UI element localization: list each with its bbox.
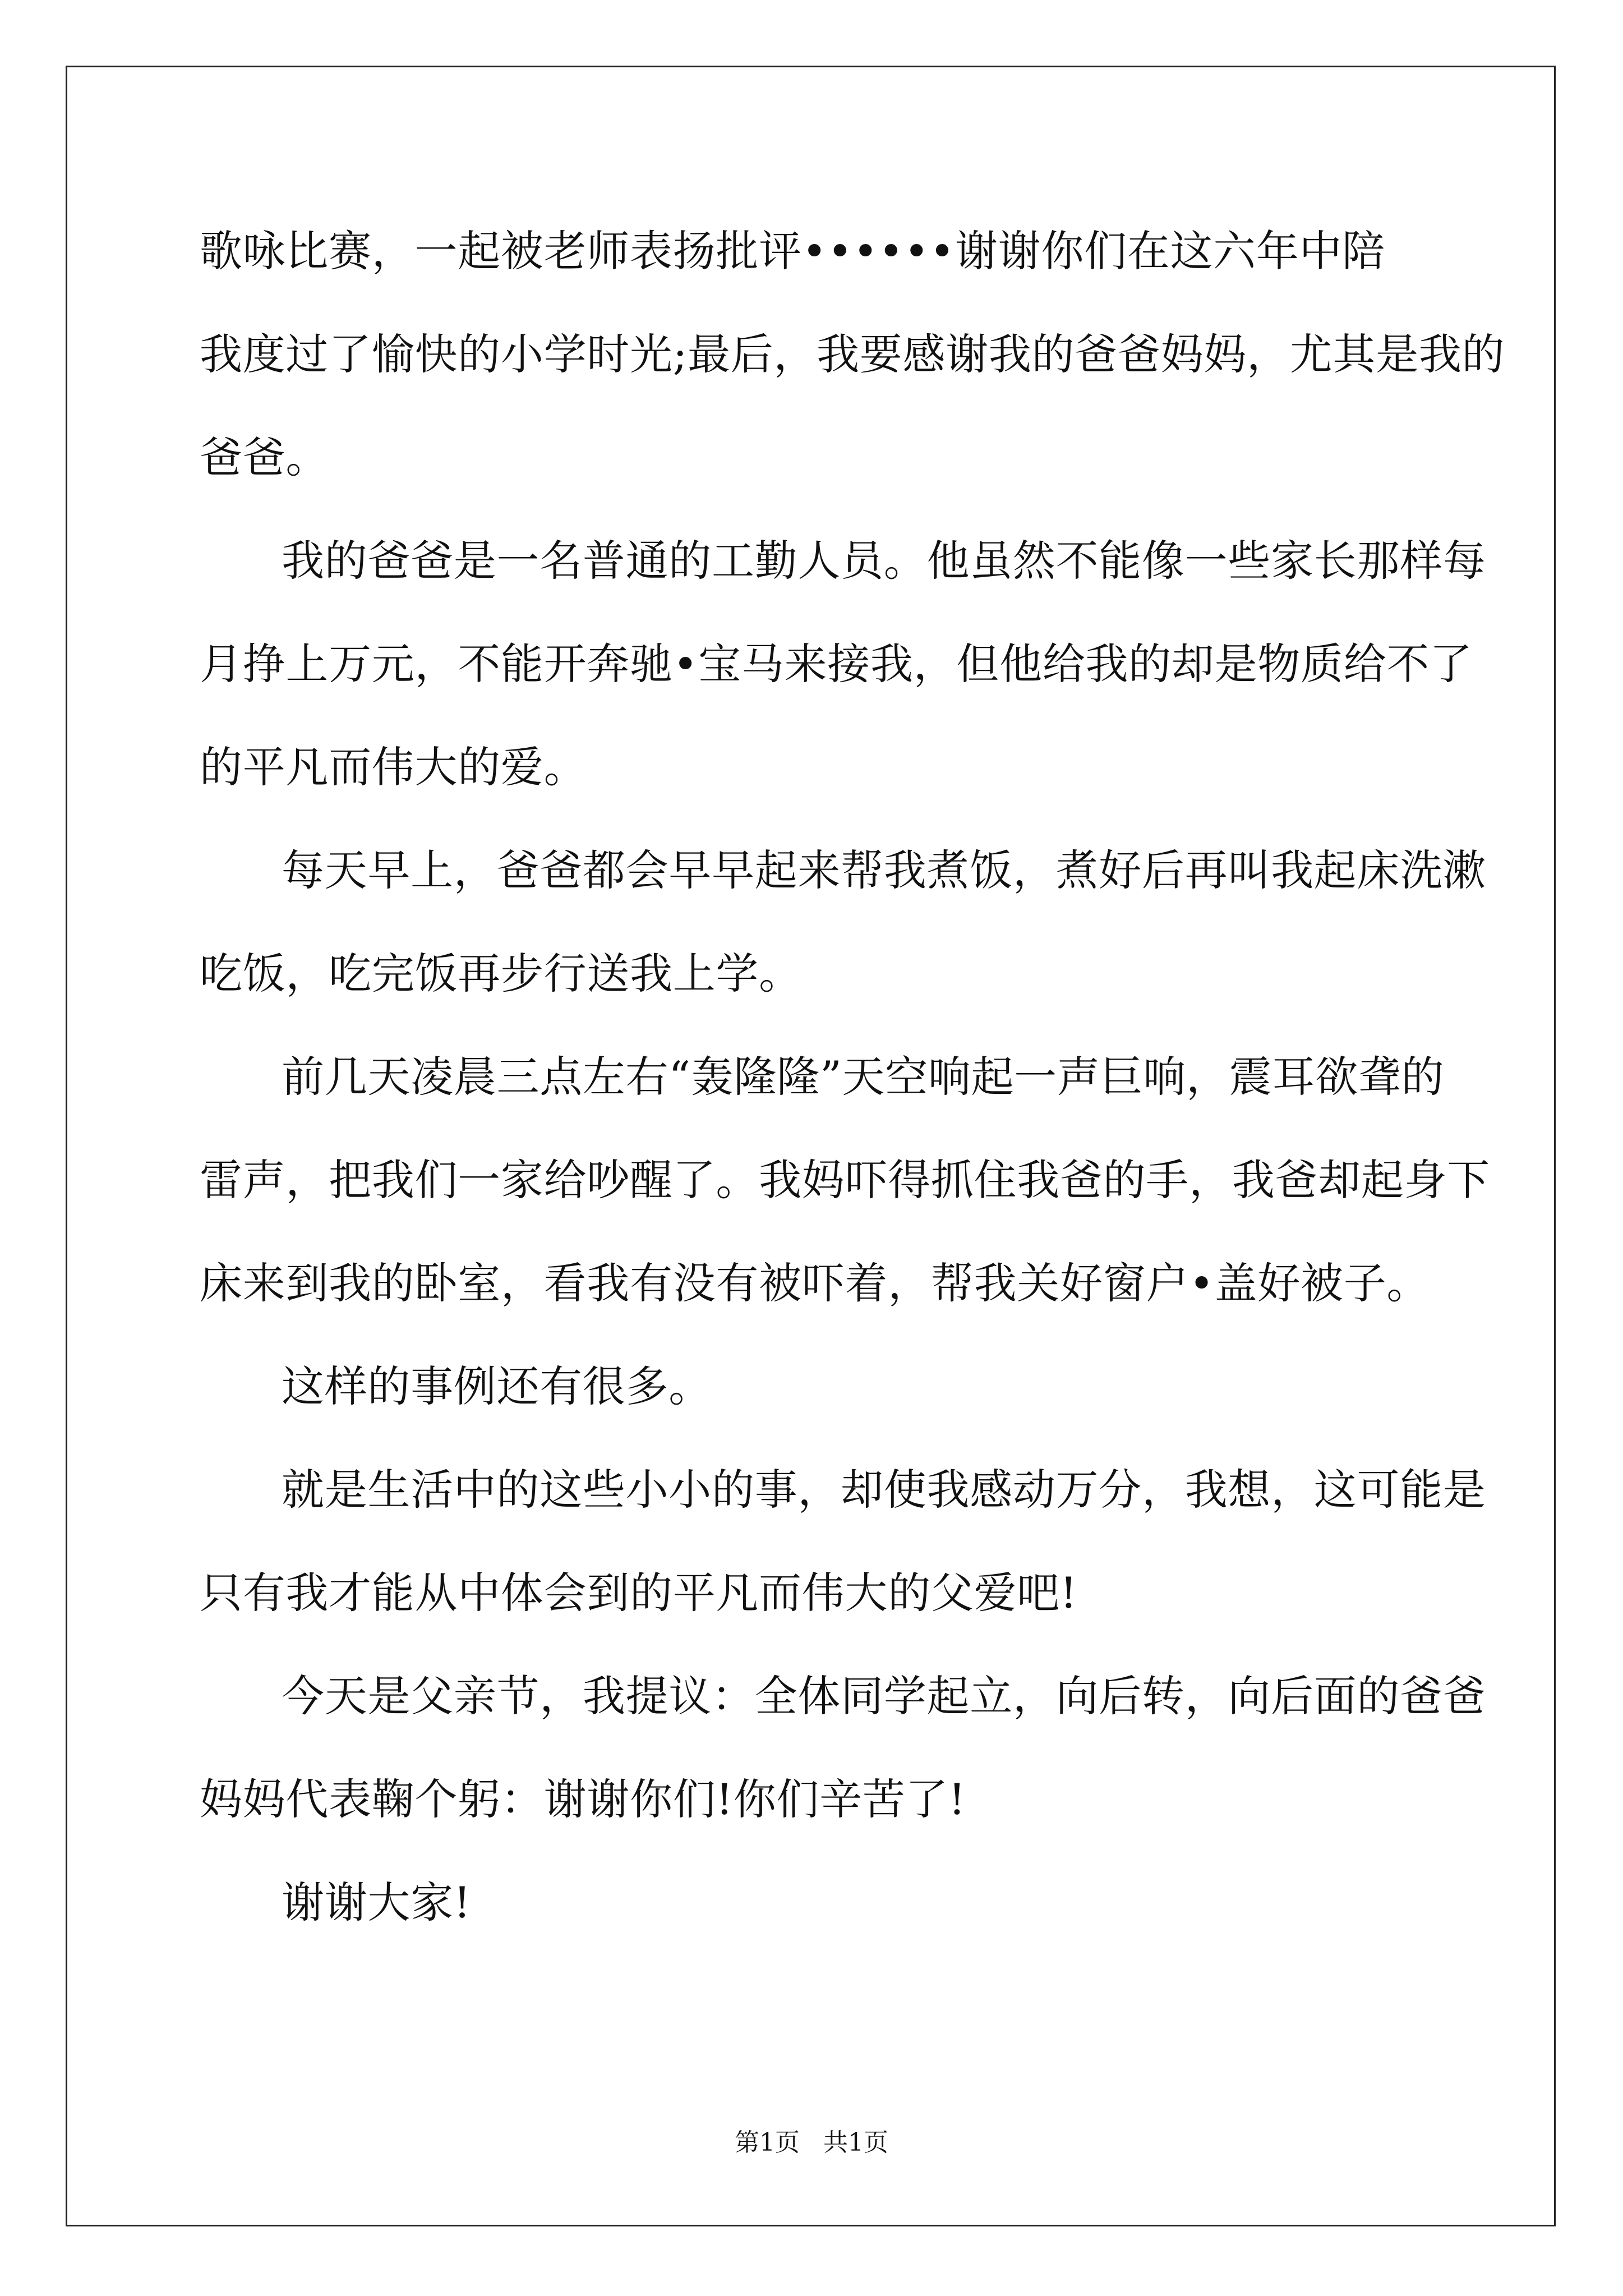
- text-line: 就是生活中的这些小小的事，却使我感动万分，我想，这可能是: [282, 1465, 1486, 1515]
- text-line: 每天早上，爸爸都会早早起来帮我煮饭，煮好后再叫我起床洗漱: [282, 845, 1486, 895]
- text-line: 歌咏比赛，一起被老师表扬批评••••••谢谢你们在这六年中陪: [200, 226, 1385, 276]
- text-line: 吃饭，吃完饭再步行送我上学。: [200, 949, 802, 999]
- text-line: 床来到我的卧室，看我有没有被吓着，帮我关好窗户•盖好被子。: [200, 1258, 1430, 1308]
- page-footer: 第1页 共1页: [735, 2128, 888, 2157]
- text-line: 只有我才能从中体会到的平凡而伟大的父爱吧!: [200, 1568, 1078, 1618]
- document-body: [200, 216, 1505, 1971]
- text-line: 妈妈代表鞠个躬：谢谢你们!你们辛苦了!: [200, 1774, 966, 1824]
- text-line: 前几天凌晨三点左右“轰隆隆”天空响起一声巨响，震耳欲聋的: [282, 1052, 1445, 1102]
- text-line: 的平凡而伟大的爱。: [200, 742, 587, 792]
- text-line: 今天是父亲节，我提议：全体同学起立，向后转，向后面的爸爸: [282, 1671, 1486, 1721]
- text-line: 谢谢大家!: [282, 1878, 472, 1927]
- text-line: 这样的事例还有很多。: [282, 1361, 712, 1411]
- text-line: 月挣上万元，不能开奔驰•宝马来接我，但他给我的却是物质给不了: [200, 639, 1473, 689]
- text-line: 我度过了愉快的小学时光;最后，我要感谢我的爸爸妈妈，尤其是我的: [200, 329, 1505, 379]
- text-line: 爸爸。: [200, 432, 329, 482]
- text-line: 我的爸爸是一名普通的工勤人员。他虽然不能像一些家长那样每: [282, 536, 1486, 586]
- text-line: 雷声，把我们一家给吵醒了。我妈吓得抓住我爸的手，我爸却起身下: [200, 1155, 1490, 1205]
